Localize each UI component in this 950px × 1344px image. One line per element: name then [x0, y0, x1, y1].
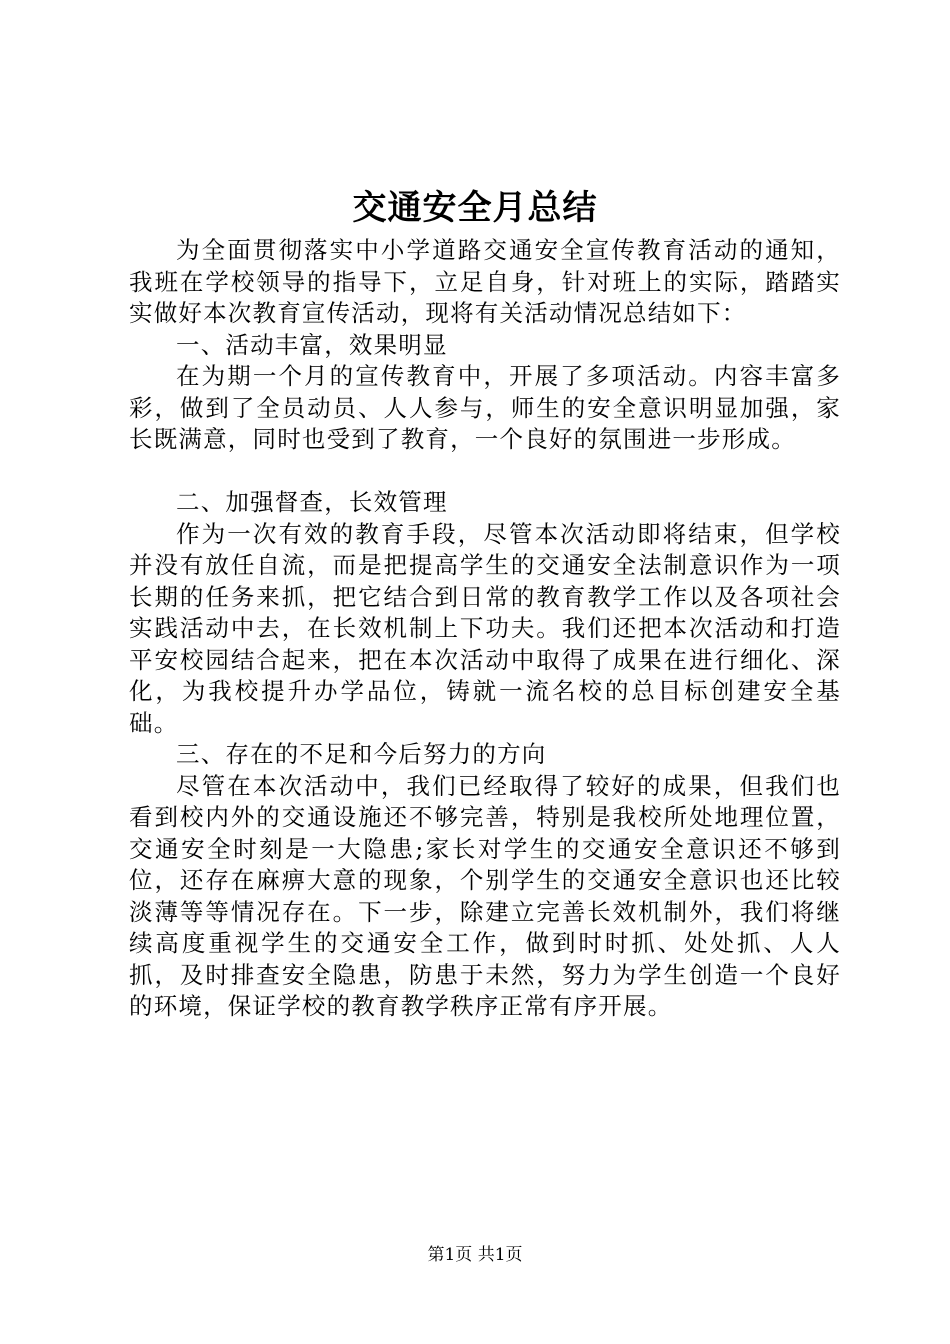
page-footer: 第1页 共1页	[427, 1245, 523, 1265]
section-paragraph-3: 尽管在本次活动中，我们已经取得了较好的成果，但我们也看到校内外的交通设施还不够完善，特别是我校所处地理位置，交通安全时刻是一大隐患;家长对学生的交通安全意识还不够到位，还存在麻痹大意的现象，个别学生的交通安全意识也还比较淡薄等等情况存在。下一步，除建立完善长效机制外，我们将继续高度重视学生的交通安全工作，做到时时抓、处处抓、人人抓，及时排查安全隐患，防患于未然，努力为学生创造一个良好的环境，保证学校的教育教学秩序正常有序开展。	[129, 771, 841, 1020]
document-title: 交通安全月总结	[352, 188, 598, 228]
section-paragraph-1: 在为期一个月的宣传教育中，开展了多项活动。内容丰富多彩，做到了全员动员、人人参与，师生的安全意识明显加强，家长既满意，同时也受到了教育，一个良好的氛围进一步形成。	[129, 362, 841, 453]
section-heading-1: 一、活动丰富，效果明显	[176, 330, 448, 359]
intro-paragraph: 为全面贯彻落实中小学道路交通安全宣传教育活动的通知，我班在学校领导的指导下，立足自身，针对班上的实际，踏踏实实做好本次教育宣传活动，现将有关活动情况总结如下：	[129, 236, 841, 327]
section-heading-3: 三、存在的不足和今后努力的方向	[176, 740, 547, 768]
section-paragraph-2: 作为一次有效的教育手段，尽管本次活动即将结束，但学校并没有放任自流，而是把提高学生的交通安全法制意识作为一项长期的任务来抓，把它结合到日常的教育教学工作以及各项社会实践活动中去，在长效机制上下功夫。我们还把本次活动和打造平安校园结合起来，把在本次活动中取得了成果在进行细化、深化，为我校提升办学品位，铸就一流名校的总目标创建安全基础。	[129, 519, 841, 737]
document-body	[129, 235, 841, 1023]
section-heading-2: 二、加强督查，长效管理	[176, 488, 448, 516]
blank-line	[129, 456, 841, 488]
